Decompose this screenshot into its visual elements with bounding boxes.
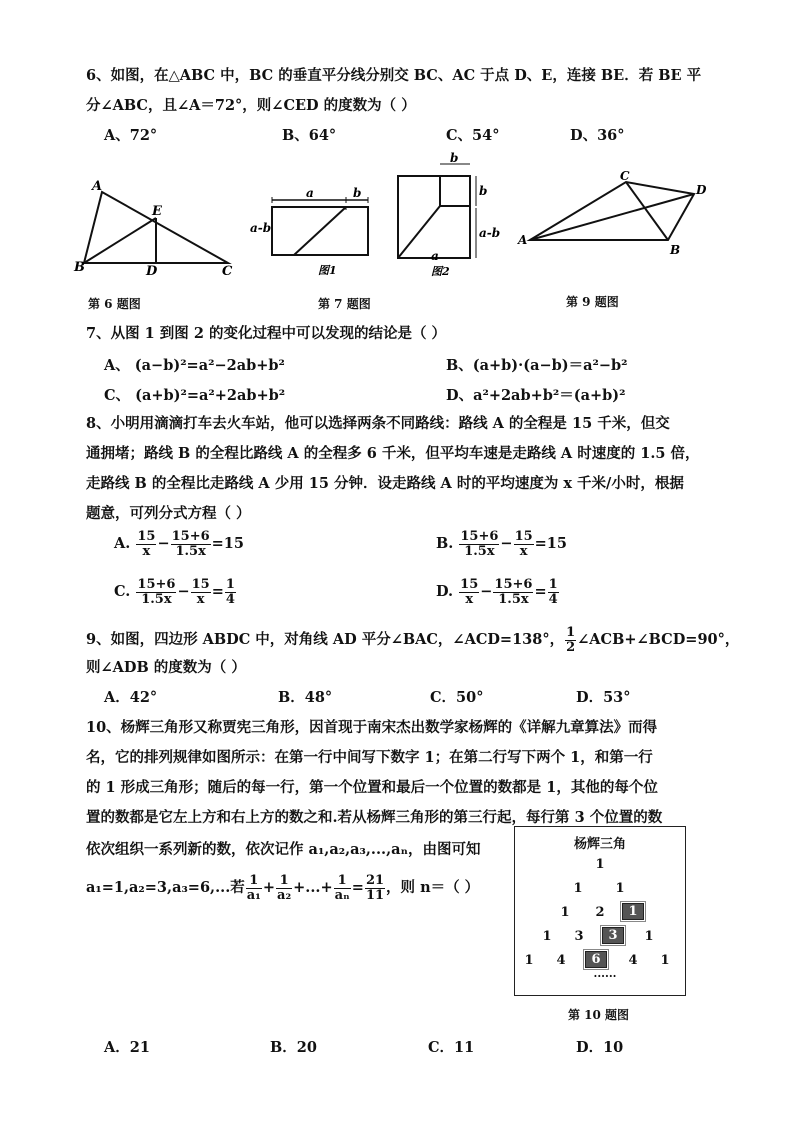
q10-option-a: A．21: [104, 1039, 150, 1056]
fig6-label-b: B: [74, 260, 85, 275]
q6-option-d: D、36°: [570, 127, 625, 144]
fig9-label-a: A: [518, 233, 528, 247]
fig7-label-b-top: b: [450, 151, 459, 165]
fig7-label-b: b: [353, 186, 362, 200]
yanghui-r5-c3-highlight: 6: [585, 951, 607, 968]
q10-line1: 10、杨辉三角形又称贾宪三角形，因首现于南宋杰出数学家杨辉的《详解九章算法》而得: [86, 719, 658, 736]
fig9-label-d: D: [696, 183, 707, 197]
q6-option-a: A、72°: [104, 127, 158, 144]
yanghui-r5-c1: 1: [524, 953, 534, 968]
fig7-label-b-side: b: [479, 184, 488, 198]
q6-line2: 分∠ABC，且∠A＝72°，则∠CED 的度数为（ ）: [86, 97, 416, 114]
q10-line2: 名，它的排列规律如图所示：在第一行中间写下数字 1；在第二行写下两个 1，和第一行: [86, 749, 653, 766]
q8-option-a: A. $\frac{15}{x}$ − $\frac{15+6}{1.5x}$ =15: [114, 529, 244, 559]
q8-option-c: C. $\frac{15+6}{1.5x}$ − $\frac{15}{x}$ = $\frac{1}{4}$: [114, 577, 235, 607]
caption-q10-figure: 第 10 题图: [568, 1008, 630, 1022]
yanghui-r2-c2: 1: [615, 881, 625, 896]
fig7-caption-fig2: 图2: [431, 265, 450, 278]
fig7-label-a-minus-b-side: a-b: [479, 226, 501, 240]
fig6-label-e: E: [152, 204, 162, 219]
fig7-label-a: a: [306, 186, 314, 200]
caption-q7-figure: 第 7 题图: [318, 297, 371, 311]
q10-line3: 的 1 形成三角形；随后的每一行，第一个位置和最后一个位置的数都是 1，其他的每个位: [86, 779, 658, 796]
q10-option-b: B．20: [270, 1039, 317, 1056]
yanghui-r5-c2: 4: [556, 953, 566, 968]
q10-option-d: D．10: [576, 1039, 624, 1056]
yanghui-r5-c4: 4: [628, 953, 638, 968]
yanghui-r4-c2: 3: [574, 929, 584, 944]
fig6-label-a: A: [92, 179, 103, 194]
yanghui-title: 杨辉三角: [573, 837, 626, 852]
yanghui-r2-c1: 1: [573, 881, 583, 896]
figure-q9-quadrilateral: [516, 169, 716, 262]
q7-option-b: B、(a+b)·(a−b)＝a²−b²: [446, 357, 628, 374]
q9-option-a: A．42°: [104, 689, 158, 706]
q7-option-c: C、 (a+b)²=a²+2ab+b²: [104, 387, 286, 404]
yanghui-r3-c3-highlight: 1: [622, 903, 644, 920]
q10-line6: a₁=1,a₂=3,a₃=6,...若 $\frac{1}{\text{a₁}}$ + $\frac{1}{\text{a₂}}$ +...+ $\frac{1}{\text{aₙ}}$ = $\frac{21}{11}$ ，则 n＝（ ）: [86, 873, 480, 903]
q8-line1: 8、小明用滴滴打车去火车站，他可以选择两条不同路线：路线 A 的全程是 15 千米，但交: [86, 415, 670, 432]
q7-stem: 7、从图 1 到图 2 的变化过程中可以发现的结论是（ ）: [86, 325, 447, 342]
q9-line1: 9、如图，四边形 ABDC 中，对角线 AD 平分∠BAC，∠ACD=138°， $\frac{1}{2}$ ∠ACB+∠BCD=90°，: [86, 625, 740, 655]
q7-option-d: D、a²+2ab+b²＝(a+b)²: [446, 387, 626, 404]
q10-option-c: C．11: [428, 1039, 475, 1056]
figure-q7-diagrams: [250, 152, 500, 282]
q9-line2: 则∠ADB 的度数为（ ）: [86, 659, 246, 676]
yanghui-dots: ......: [593, 967, 617, 980]
fig6-label-c: C: [222, 264, 233, 279]
q10-line4: 置的数都是它左上方和右上方的数之和.若从杨辉三角形的第三行起，每行第 3 个位置的数: [86, 809, 663, 826]
yanghui-r4-c1: 1: [542, 929, 552, 944]
q8-option-d: D. $\frac{15}{x}$ − $\frac{15+6}{1.5x}$ = $\frac{1}{4}$: [436, 577, 558, 607]
q9-option-d: D．53°: [576, 689, 631, 706]
fig7-label-a-bottom: a: [431, 249, 439, 263]
q8-option-b: B. $\frac{15+6}{1.5x}$ − $\frac{15}{x}$ =15: [436, 529, 567, 559]
q8-line2: 通拥堵；路线 B 的全程比路线 A 的全程多 6 千米，但平均车速是走路线 A 时速度的 1.5 倍，: [86, 445, 700, 462]
fig6-label-d: D: [146, 264, 158, 279]
q7-option-a: A、 (a−b)²=a²−2ab+b²: [104, 357, 285, 374]
fig9-label-c: C: [620, 169, 630, 183]
q8-line3: 走路线 B 的全程比走路线 A 少用 15 分钟．设走路线 A 时的平均速度为 x 千米/小时，根据: [86, 475, 684, 492]
q8-line4: 题意，可列分式方程（ ）: [86, 505, 251, 522]
q9-option-b: B．48°: [278, 689, 333, 706]
yanghui-r5-c5: 1: [660, 953, 670, 968]
fig7-label-a-minus-b: a-b: [250, 221, 272, 235]
yanghui-triangle-figure: [514, 826, 686, 996]
fig7-caption-fig1: 图1: [318, 264, 337, 277]
caption-q6-figure: 第 6 题图: [88, 297, 141, 311]
figure-q6-triangle: [74, 178, 240, 279]
yanghui-r3-c2: 2: [595, 905, 605, 920]
fig9-label-b: B: [670, 243, 681, 257]
caption-q9-figure: 第 9 题图: [566, 295, 619, 309]
q6-option-b: B、64°: [282, 127, 337, 144]
yanghui-r1-c1: 1: [595, 857, 605, 872]
q6-line1: 6、如图，在△ABC 中，BC 的垂直平分线分别交 BC、AC 于点 D、E，连接 BE．若 BE 平: [86, 67, 702, 84]
yanghui-r4-c4: 1: [644, 929, 654, 944]
yanghui-r3-c1: 1: [560, 905, 570, 920]
q9-option-c: C．50°: [430, 689, 484, 706]
q10-line5: 依次组织一系列新的数，依次记作 a₁,a₂,a₃,...,aₙ，由图可知: [86, 841, 481, 858]
q6-option-c: C、54°: [446, 127, 500, 144]
yanghui-r4-c3-highlight: 3: [602, 927, 624, 944]
